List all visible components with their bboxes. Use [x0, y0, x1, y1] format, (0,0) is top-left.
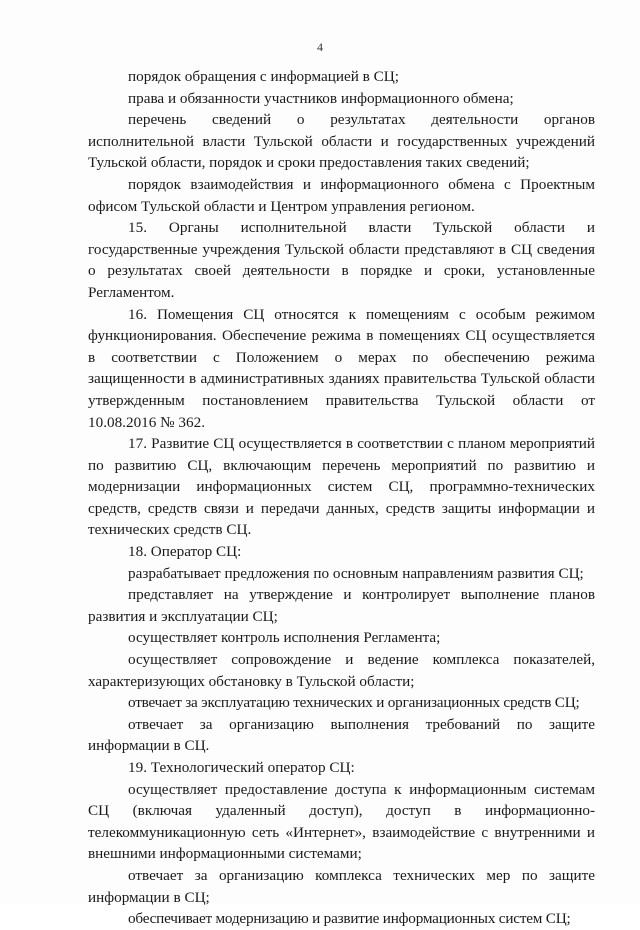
paragraph-results-list: перечень сведений о результатах деятельности органов исполнительной власти Тульской области и государственных учреждений Тульской области, порядок и сроки предоставления таких сведений;	[88, 111, 595, 172]
document-body	[88, 66, 595, 930]
paragraph-18-protection: отвечает за организацию выполнения требований по защите информации в СЦ.	[88, 715, 595, 755]
paragraph-18-operation: отвечает за эксплуатацию технических и организационных средств СЦ;	[128, 694, 580, 712]
paragraph-18-submits: представляет на утверждение и контролирует выполнение планов развития и эксплуатации СЦ;	[88, 586, 595, 625]
paragraph-19-modernization: обеспечивает модернизацию и развитие информационных систем СЦ;	[128, 910, 571, 928]
paragraph-18-develops: разрабатывает предложения по основным направлениям развития СЦ;	[128, 564, 584, 582]
paragraph-item-16: 16. Помещения СЦ относятся к помещениям с особым режимом функционирования. Обеспечение режима в помещениях СЦ осуществляется в соответствии с Положением о мерах по обеспечению режима защищенности в административных зданиях правительства Тульской области утвержденным постановлением правительства Тульской области от 10.08.2016 № 362.	[88, 305, 595, 431]
paragraph-rights-duties: права и обязанности участников информационного обмена;	[128, 89, 514, 107]
paragraph-item-19-heading: 19. Технологический оператор СЦ:	[128, 759, 355, 776]
paragraph-18-controls: осуществляет контроль исполнения Регламента;	[128, 629, 441, 647]
paragraph-19-access: осуществляет предоставление доступа к информационным системам СЦ (включая удаленный доступ), доступ в информационно-телекоммуникационную сеть «Интернет», взаимодействие с внутренними и внешними информационными системами;	[88, 780, 595, 863]
paragraph-18-maintains: осуществляет сопровождение и ведение комплекса показателей, характеризующих обстановку в Тульской области;	[88, 651, 595, 690]
paragraph-19-protection: отвечает за организацию комплекса технических мер по защите информации в СЦ;	[88, 866, 595, 906]
paragraph-item-17: 17. Развитие СЦ осуществляется в соответствии с планом мероприятий по развитию СЦ, включающим перечень мероприятий по развитию и модернизации информационных систем СЦ, программно-технических средств, средств связи и передачи данных, средств защиты информации и технических средств СЦ.	[88, 435, 595, 539]
paragraph-item-15: 15. Органы исполнительной власти Тульской области и государственные учреждения Тульской области представляют в СЦ сведения о результатах своей деятельности в порядке и сроки, установленные Регламентом.	[88, 219, 595, 301]
paragraph-item-18-heading: 18. Оператор СЦ:	[128, 543, 242, 561]
paragraph-info-handling: порядок обращения с информацией в СЦ;	[128, 68, 399, 85]
paragraph-interaction-order: порядок взаимодействия и информационного обмена с Проектным офисом Тульской области и Центром управления регионом.	[88, 175, 595, 215]
page-number: 4	[317, 40, 323, 54]
